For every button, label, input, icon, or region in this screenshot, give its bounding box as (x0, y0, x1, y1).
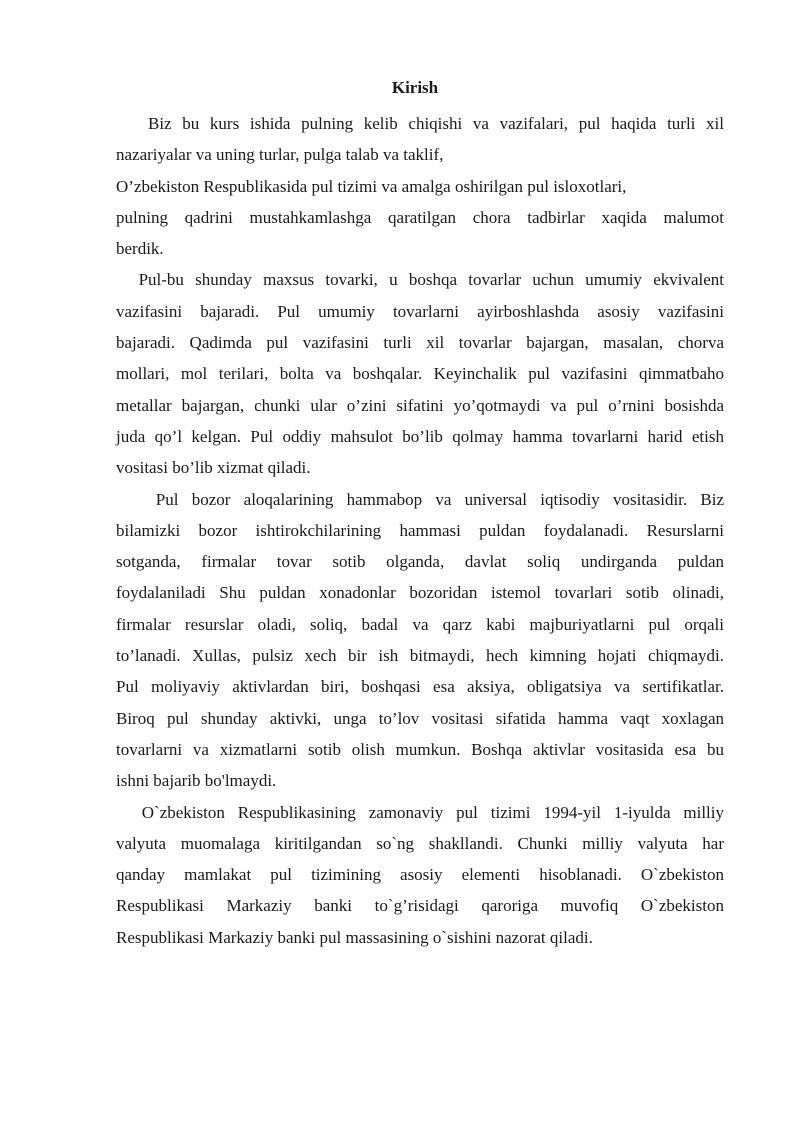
text-line: valyuta muomalaga kiritilgandan so`ng shakllandi. Chunki milliy valyuta har (116, 833, 724, 853)
text-line: Respublikasi Markaziy banki to`g’risidagi qaroriga muvofiq O`zbekiston (116, 896, 724, 916)
text-line: nazariyalar va uning turlar, pulga talab va taklif, (116, 145, 444, 165)
text-line: tovarlarni va xizmatlarni sotib olish mumkun. Boshqa aktivlar vositasida esa bu (116, 739, 724, 759)
text-line: Respublikasi Markaziy banki pul massasining o`sishini nazorat qiladi. (116, 927, 593, 947)
text-line: Pul bozor aloqalarining hammabop va universal iqtisodiy vositasidir. Biz (116, 489, 725, 509)
text-line: firmalar resurslar oladi, soliq, badal va qarz kabi majburiyatlarni pul orqali (116, 614, 724, 634)
text-line: ishni bajarib bo'lmaydi. (116, 771, 277, 791)
text-line: mollari, mol terilari, bolta va boshqalar. Keyinchalik pul vazifasini qimmatbaho (116, 364, 724, 384)
text-line: foydalaniladi Shu puldan xonadonlar bozoridan istemol tovarlari sotib olinadi, (116, 583, 724, 603)
text-line: vositasi bo’lib xizmat qiladi. (116, 458, 311, 478)
text-line: O’zbekiston Respublikasida pul tizimi va amalga oshirilgan pul isloxotlari, (116, 176, 627, 196)
text-line: sotganda, firmalar tovar sotib olganda, davlat soliq undirganda puldan (116, 552, 724, 572)
body-text (116, 108, 724, 953)
text-line: vazifasini bajaradi. Pul umumiy tovarlarni ayirboshlashda asosiy vazifasini (116, 301, 724, 321)
text-line: pulning qadrini mustahkamlashga qaratilgan chora tadbirlar xaqida malumot (116, 207, 724, 227)
text-line: qanday mamlakat pul tizimining asosiy elementi hisoblanadi. O`zbekiston (116, 865, 724, 885)
text-line: berdik. (116, 239, 164, 259)
text-line: Biroq pul shunday aktivki, unga to’lov vositasi sifatida hamma vaqt xoxlagan (116, 708, 724, 728)
text-line: metallar bajargan, chunki ular o’zini sifatini yo’qotmaydi va pul o’rnini bosishda (116, 395, 724, 415)
text-line: Pul moliyaviy aktivlardan biri, boshqasi esa aksiya, obligatsiya va sertifikatlar. (116, 677, 724, 697)
text-line: bilamizki bozor ishtirokchilarining hammasi puldan foydalanadi. Resurslarni (116, 520, 724, 540)
text-line: Biz bu kurs ishida pulning kelib chiqishi va vazifalari, pul haqida turli xil (116, 114, 725, 133)
text-line: to’lanadi. Xullas, pulsiz xech bir ish bitmaydi, hech kimning hojati chiqmaydi. (116, 646, 724, 666)
text-line: juda qo’l kelgan. Pul oddiy mahsulot bo’lib qolmay hamma tovarlarni harid etish (116, 426, 724, 446)
text-line: O`zbekiston Respublikasining zamonaviy pul tizimi 1994-yil 1-iyulda milliy (116, 802, 724, 822)
text-line: Pul-bu shunday maxsus tovarki, u boshqa tovarlar uchun umumiy ekvivalent (116, 270, 724, 290)
page-title: Kirish (391, 78, 439, 97)
text-line: bajaradi. Qadimda pul vazifasini turli xil tovarlar bajargan, masalan, chorva (116, 333, 724, 353)
